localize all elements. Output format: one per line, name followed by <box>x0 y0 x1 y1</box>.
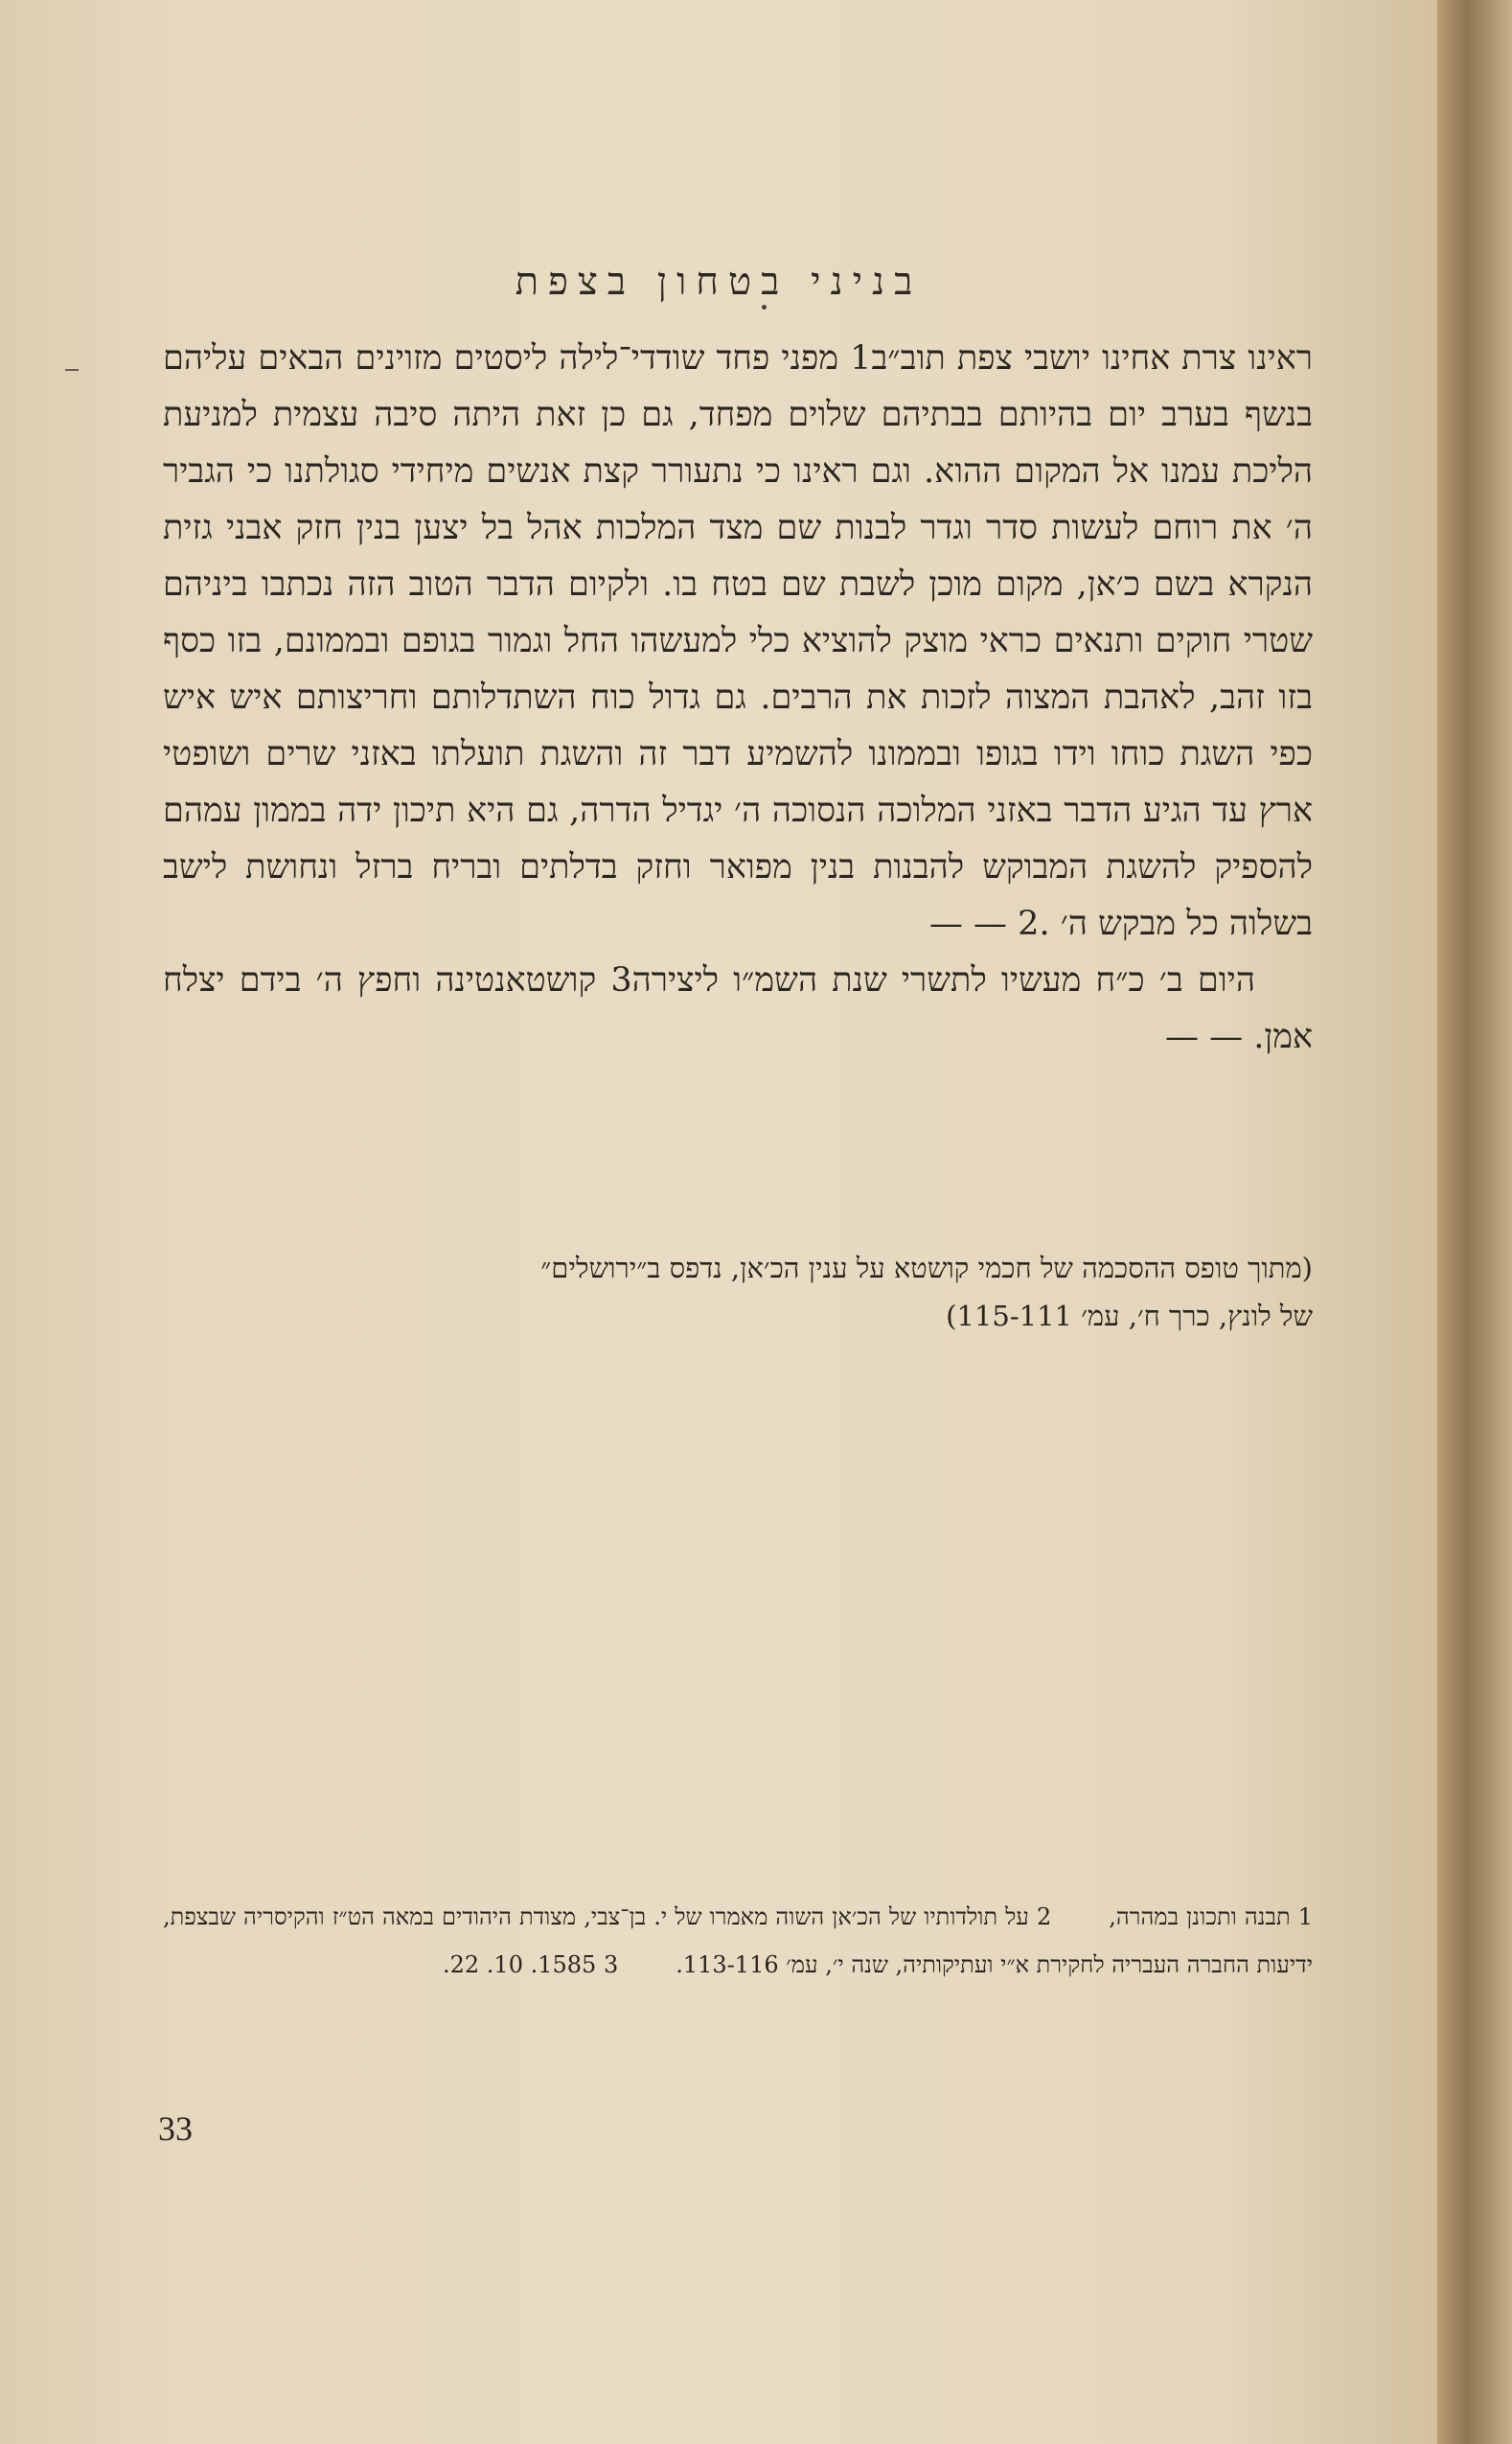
page-title: בניני בטחון בצפת <box>515 260 923 304</box>
source-line-2: של לונץ, כרך ח׳, עמ׳ 115-111) <box>946 1300 1313 1332</box>
book-spine <box>1437 0 1512 2444</box>
footnote-2: 2 על תולדותיו של הכ׳אן השוה מאמרו של י. בן־צבי, מצודת היהודים במאה הט״ז והקיסריה שבצפת, ידיעות החברה העבריה לחקירת א״י ועתיקותיה, שנה י׳, עמ׳ 113-116. <box>163 1903 1313 1978</box>
source-line-1: (מתוך טופס ההסכמה של חכמי קושטא על ענין הכ׳אן, נדפס ב״ירושלים״ <box>540 1252 1313 1284</box>
page-number: 33 <box>158 2110 193 2148</box>
footnote-1: 1 תבנה ותכונן במהרה, <box>1109 1903 1313 1930</box>
source-citation <box>163 1244 1313 1340</box>
paragraph-1: ראינו צרת אחינו יושבי צפת תוב״ב1 מפני פחד שודדי־לילה ליסטים מזוינים הבאים עליהם בנשף בערב יום בהיותם בבתיהם שלוים מפחד, גם כן זאת היתה סיבה עצמית למניעת הליכת עמנו אל המקום ההוא. וגם ראינו כי נתעורר קצת אנשים מיחידי סגולתנו כי הגביר ה׳ את רוחם לעשות סדר וגדר לבנות שם מצד המלכות אהל בל יצען בנין חזק אבני גזית הנקרא בשם כ׳אן, מקום מוכן לשבת שם בטח בו. ולקיום הדבר הטוב הזה נכתבו ביניהם שטרי חוקים ותנאים כראי מוצק להוציא כלי למעשהו החל וגמור בגופם ובממונם, בזו כסף בזו זהב, לאהבת המצוה לזכות את הרבים. גם גדול כוח השתדלותם וחריצותם איש איש כפי השגת כוחו וידו בגופו ובממונו להשמיע דבר זה והשגת תועלתו באזני שרים ושופטי ארץ עד הגיע הדבר באזני המלוכה הנסוכה ה׳ יגדיל הדרה, גם היא תיכון ידה בממון עמהם להספיק להשגת המבוקש להבנות בנין מפואר וחזק בדלתים ובריח ברזל ונחושת לישב בשלוה כל מבקש ה׳ .2 — — <box>163 339 1313 943</box>
margin-mark <box>65 369 79 371</box>
paragraph-2: היום ב׳ כ״ח מעשיו לתשרי שנת השמ״ו ליצירה3 קושטאנטינה וחפץ ה׳ בידם יצלח אמן. — — <box>163 961 1313 1056</box>
ink-dot <box>762 305 767 310</box>
main-text <box>163 331 1313 1066</box>
footnote-3: 3 1585. 10. 22. <box>442 1951 619 1978</box>
footnotes <box>163 1893 1313 1989</box>
